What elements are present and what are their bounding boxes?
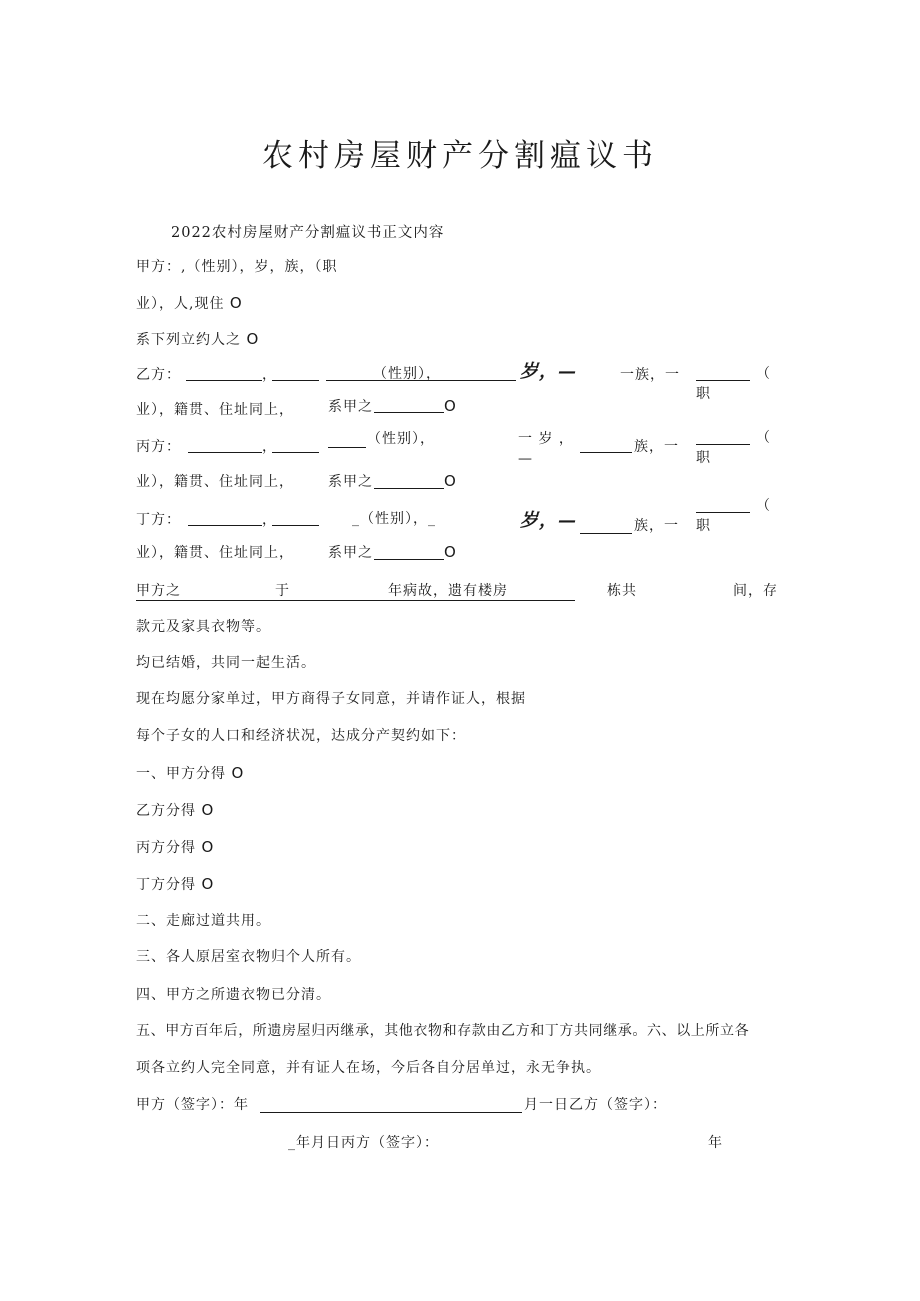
clause-3: 三、各人原居室衣物归个人所有。 — [136, 949, 361, 965]
signature-line-2a: _年月日丙方（签字）： — [288, 1135, 439, 1151]
period-mark: O — [444, 543, 456, 561]
blank-line — [188, 452, 262, 453]
party-d-line2: 业），籍贯、住址同上， — [136, 545, 294, 561]
party-c-relation: 系甲之 — [328, 474, 373, 490]
party-d-age: 岁，— — [520, 510, 577, 531]
blank-line — [272, 380, 319, 381]
party-b-line2: 业），籍贯、住址同上， — [136, 402, 294, 418]
party-b-age: 岁，— — [520, 361, 577, 382]
signature-underline — [260, 1112, 522, 1113]
document-subtitle: 2022农村房屋财产分割瘟议书正文内容 — [171, 225, 445, 241]
blank-line — [328, 447, 366, 448]
party-c-dash: — — [518, 451, 533, 467]
party-b-label: 乙方： — [136, 367, 181, 383]
party-d-job: （ — [756, 498, 771, 514]
period-mark: O — [444, 397, 456, 415]
party-b-job: （ — [756, 366, 771, 382]
clause-1: 一、甲方分得 O — [136, 764, 244, 782]
party-c-age: 一 岁 ， — [518, 431, 574, 447]
clause-4: 四、甲方之所遗衣物已分清。 — [136, 987, 331, 1003]
estate-line2: 款元及家具衣物等。 — [136, 619, 271, 635]
blank-line — [374, 412, 444, 413]
party-d-label: 丁方： — [136, 512, 181, 528]
party-c-label: 丙方： — [136, 439, 181, 455]
party-d-gender: _（性别），_ — [352, 511, 436, 527]
signature-line-1b: 月一日乙方（签字）： — [524, 1097, 667, 1113]
party-c-job: （ — [756, 430, 771, 446]
blank-line — [580, 452, 632, 453]
clause-1c: 丙方分得 O — [136, 838, 214, 856]
blank-line — [374, 488, 444, 489]
blank-line — [696, 512, 750, 513]
clause-1d: 丁方分得 O — [136, 875, 214, 893]
signature-line-2b: 年 — [708, 1135, 723, 1151]
clause-2: 二、走廊过道共用。 — [136, 913, 271, 929]
estate-b: 于 — [275, 583, 290, 599]
blank-line — [374, 559, 444, 560]
body-line-1: 均已结婚，共同一起生活。 — [136, 655, 316, 671]
party-c-job2: 职 — [696, 450, 711, 466]
body-line-2: 现在均愿分家单过，甲方商得子女同意，并请作证人，根据 — [136, 691, 526, 707]
party-a-line3: 系下列立约人之 O — [136, 330, 259, 348]
party-c-gender: （性别）， — [367, 431, 435, 447]
party-d-ethnic: 族，一 — [634, 518, 679, 534]
signature-line-1a: 甲方（签字）：年 — [136, 1097, 249, 1113]
party-c-ethnic: 族，一 — [634, 439, 679, 455]
clause-1b: 乙方分得 O — [136, 801, 214, 819]
party-a-line2: 业），人,现住 O — [136, 294, 242, 312]
party-b-ethnic: 一族，一 — [620, 367, 680, 383]
separator: ， — [262, 512, 277, 528]
party-d-relation: 系甲之 — [328, 545, 373, 561]
party-b-job2: 职 — [696, 386, 711, 402]
clause-5: 五、甲方百年后，所遗房屋归丙继承，其他衣物和存款由乙方和丁方共同继承。六、以上所立各 — [136, 1023, 750, 1039]
party-c-line2: 业），籍贯、住址同上， — [136, 474, 294, 490]
clause-5b: 项各立约人完全同意，并有证人在场，今后各自分居单过，永无争执。 — [136, 1060, 601, 1076]
estate-d: 栋共 — [607, 583, 637, 599]
separator: ， — [262, 367, 277, 383]
party-b-gender: （性别）， — [373, 366, 441, 382]
estate-underline — [136, 600, 575, 601]
blank-line — [696, 380, 750, 381]
blank-line — [188, 525, 262, 526]
separator: ， — [262, 439, 277, 455]
party-a-line1: 甲方：,（性别），岁，族，（职 — [136, 259, 338, 275]
estate-a: 甲方之 — [136, 583, 181, 599]
body-line-3: 每个子女的人口和经济状况，达成分产契约如下： — [136, 728, 466, 744]
party-b-relation: 系甲之 — [328, 399, 373, 415]
blank-line — [696, 444, 750, 445]
blank-line — [580, 533, 632, 534]
estate-c: 年病故，遗有楼房 — [388, 583, 508, 599]
blank-line — [186, 380, 262, 381]
blank-line — [272, 452, 319, 453]
party-d-job2: 职 — [696, 518, 711, 534]
document-title: 农村房屋财产分割瘟议书 — [262, 138, 658, 174]
estate-e: 间，存 — [733, 583, 778, 599]
period-mark: O — [444, 472, 456, 490]
blank-line — [272, 525, 319, 526]
